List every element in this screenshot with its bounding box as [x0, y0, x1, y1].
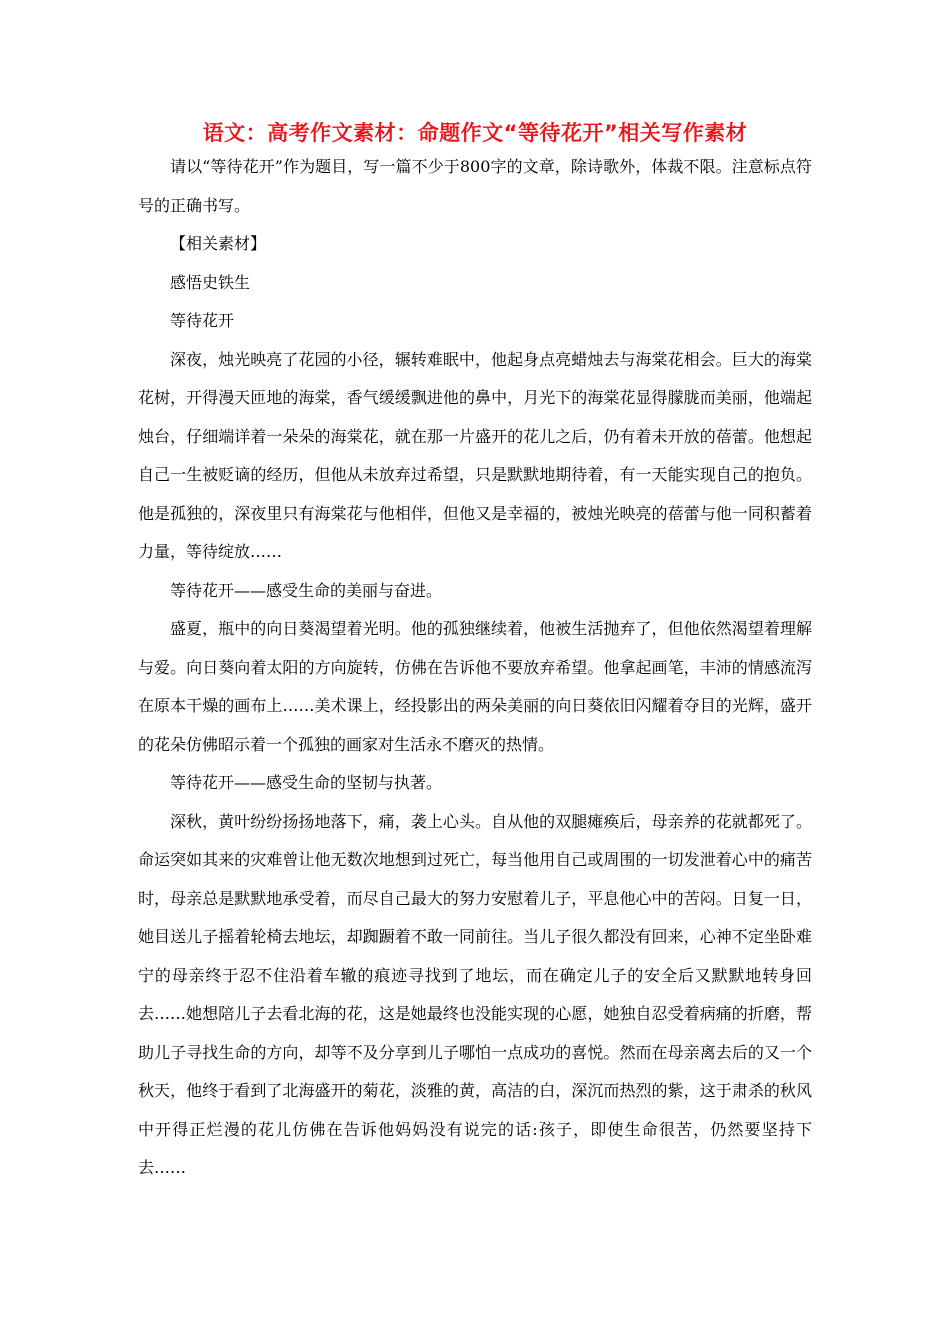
material-heading: 感悟史铁生 — [170, 272, 251, 292]
material-subheading: 等待花开 — [170, 311, 235, 330]
document-title: 语文：高考作文素材：命题作文“等待花开”相关写作素材 — [202, 121, 748, 145]
body-paragraph: 盛夏，瓶中的向日葵渴望着光明。他的孤独继续着，他被生活抛弃了，但他依然渴望着理解与爱。向日葵向着太阳的方向旋转，仿佛在告诉他不要放弃希望。他拿起画笔，丰沛的情感流泻在原本干燥的画布上……美术课上，经投影出的两朵美丽的向日葵依旧闪耀着夺目的光辉，盛开的花朵仿佛昭示着一个孤独的画家对生活永不磨灭的热情。 — [138, 619, 812, 754]
body-paragraph: 深秋，黄叶纷纷扬扬地落下，痛，袭上心头。自从他的双腿瘫痪后，母亲养的花就都死了。命运突如其来的灾难曾让他无数次地想到过死亡，每当他用自己或周围的一切发泄着心中的痛苦时，母亲总是默默地承受着，而尽自己最大的努力安慰着儿子，平息他心中的苦闷。日复一日，她目送儿子摇着轮椅去地坛，却踟蹰着不敢一同前往。当儿子很久都没有回来，心神不定坐卧难宁的母亲终于忍不住沿着车辙的痕迹寻找到了地坛，而在确定儿子的安全后又默默地转身回去……她想陪儿子去看北海的花，这是她最终也没能实现的心愿，她独自忍受着病痛的折磨，帮助儿子寻找生命的方向，却等不及分享到儿子哪怕一点成功的喜悦。然而在母亲离去后的又一个秋天，他终于看到了北海盛开的菊花，淡雅的黄，高洁的白，深沉而热烈的紫，这于肃杀的秋风中开得正烂漫的花儿仿佛在告诉他妈妈没有说完的话:孩子，即使生命很苦，仍然要坚持下去…… — [138, 811, 812, 1177]
body-paragraph: 等待花开——感受生命的坚韧与执著。 — [170, 773, 443, 792]
writing-prompt: 请以“等待花开”作为题目，写一篇不少于800字的文章，除诗歌外，体裁不限。注意标点符号的正确书写。 — [138, 157, 812, 215]
section-label: 【相关素材】 — [170, 234, 267, 253]
body-paragraph: 深夜，烛光映亮了花园的小径，辗转难眠中，他起身点亮蜡烛去与海棠花相会。巨大的海棠花树，开得漫天匝地的海棠，香气缓缓飘进他的鼻中，月光下的海棠花显得朦胧而美丽，他端起烛台，仔细端详着一朵朵的海棠花，就在那一片盛开的花儿之后，仍有着未开放的蓓蕾。他想起自己一生被贬谪的经历，但他从未放弃过希望，只是默默地期待着，有一天能实现自己的抱负。他是孤独的，深夜里只有海棠花与他相伴，但他又是幸福的，被烛光映亮的蓓蕾与他一同积蓄着力量，等待绽放…… — [138, 349, 812, 561]
body-paragraph: 等待花开——感受生命的美丽与奋进。 — [170, 580, 443, 600]
document-body — [138, 148, 812, 1188]
